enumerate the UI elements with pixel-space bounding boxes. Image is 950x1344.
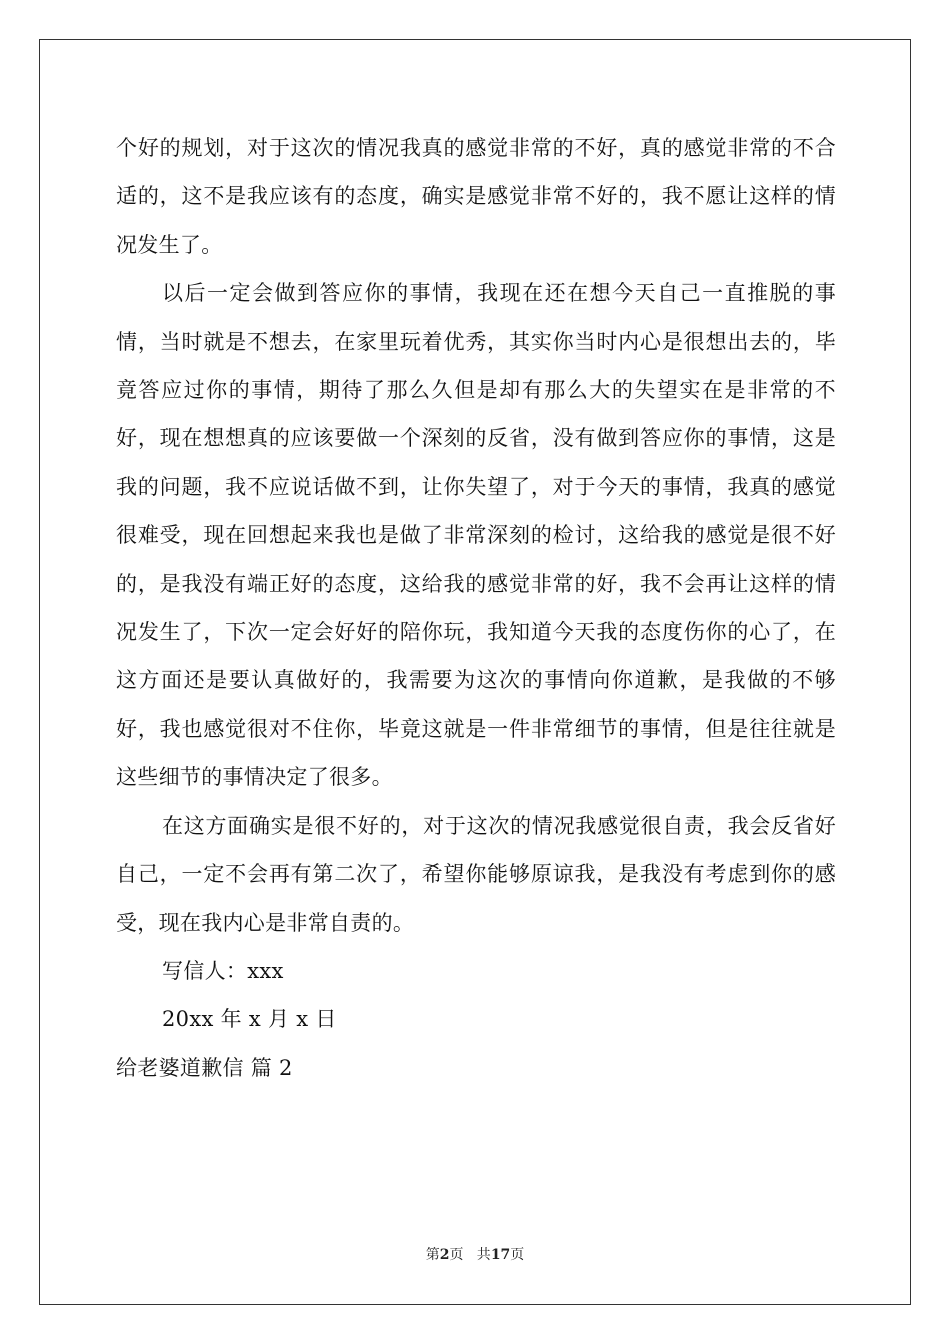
footer-prefix: 第	[425, 1247, 440, 1263]
footer-total-pages: 17	[490, 1247, 511, 1263]
document-body	[116, 124, 836, 1092]
paragraph-promise: 以后一定会做到答应你的事情，我现在还在想今天自己一直推脱的事情，当时就是不想去，在家里玩着优秀，其实你当时内心是很想出去的，毕竟答应过你的事情，期待了那么久但是却有那么大的失望实在是非常的不好，现在想想真的应该要做一个深刻的反省，没有做到答应你的事情，这是我的问题，我不应说话做不到，让你失望了，对于今天的事情，我真的感觉很难受，现在回想起来我也是做了非常深刻的检讨，这给我的感觉是很不好的，是我没有端正好的态度，这给我的感觉非常的好，我不会再让这样的情况发生了，下次一定会好好的陪你玩，我知道今天我的态度伤你的心了，在这方面还是要认真做好的，我需要为这次的事情向你道歉，是我做的不够好，我也感觉很对不住你，毕竟这就是一件非常细节的事情，但是往往就是这些细节的事情决定了很多。	[116, 281, 836, 790]
signature-line: 写信人：xxx	[162, 958, 284, 983]
paragraph-apology: 在这方面确实是很不好的，对于这次的情况我感觉很自责，我会反省好自己，一定不会再有第二次了，希望你能够原谅我，是我没有考虑到你的感受，现在我内心是非常自责的。	[116, 813, 836, 935]
paragraph-continuation: 个好的规划，对于这次的情况我真的感觉非常的不好，真的感觉非常的不合适的，这不是我应该有的态度，确实是感觉非常不好的，我不愿让这样的情况发生了。	[116, 136, 836, 257]
footer-suffix: 页	[510, 1247, 525, 1263]
page-footer	[0, 1245, 950, 1265]
section-heading: 给老婆道歉信 篇 2	[116, 1055, 293, 1080]
footer-mid: 页 共	[449, 1247, 491, 1263]
date-line: 20xx 年 x 月 x 日	[162, 1007, 337, 1032]
footer-page-number: 2	[439, 1247, 450, 1263]
